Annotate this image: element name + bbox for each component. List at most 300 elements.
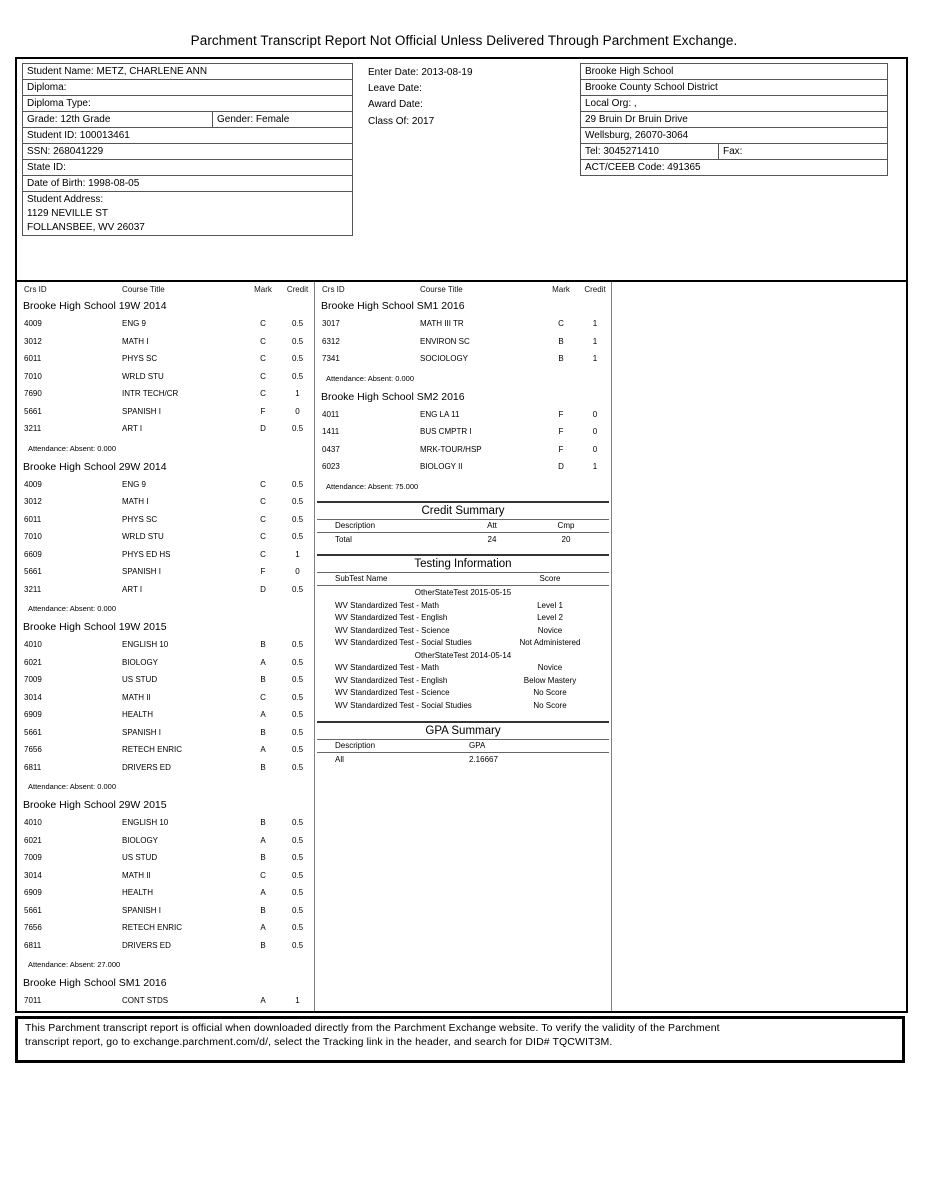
course-title-cell: RETECH ENRIC — [122, 923, 183, 933]
crs-id-cell: 7011 — [24, 996, 42, 1006]
crs-id-header: Crs ID — [322, 284, 345, 294]
mark-cell: F — [260, 406, 266, 416]
credit-cell: 1 — [295, 996, 300, 1006]
mark-cell: B — [260, 818, 266, 828]
course-title-cell: MATH II — [122, 870, 151, 880]
course-row — [17, 654, 314, 672]
date-of-birth-field: Date of Birth: 1998-08-05 — [22, 175, 353, 192]
mark-cell: C — [260, 479, 266, 489]
gender-field: Gender: Female — [212, 111, 353, 128]
credit-cell: 1 — [592, 336, 598, 346]
course-title-cell: MATH III TR — [420, 319, 464, 329]
course-row — [17, 884, 314, 902]
credit-cell: 0.5 — [291, 675, 304, 685]
credit-cell: 0.5 — [291, 532, 304, 542]
crs-id-cell: 3012 — [24, 497, 42, 507]
course-row — [315, 350, 611, 368]
course-row — [17, 315, 314, 333]
mark-cell: B — [558, 336, 564, 346]
crs-id-cell: 6811 — [24, 762, 42, 772]
mark-cell: D — [260, 424, 266, 434]
credit-cell: 0.5 — [291, 853, 304, 863]
course-column-headers — [17, 282, 314, 296]
course-row — [17, 867, 314, 885]
credit-cell: 0.5 — [291, 424, 304, 434]
course-title-cell: PHYS ED HS — [122, 549, 171, 559]
student-address-field — [22, 191, 353, 236]
credit-cell: 0.5 — [291, 514, 304, 524]
course-title-cell: ART I — [122, 424, 143, 434]
mark-cell: B — [260, 640, 266, 650]
crs-id-cell: 6811 — [24, 940, 42, 950]
testing-header-row — [315, 573, 611, 585]
credit-cell: 0.5 — [291, 692, 304, 702]
credit-cell: 0.5 — [291, 336, 304, 346]
attendance-note: Attendance: Absent: 0.000 — [28, 782, 116, 791]
school-info-panel — [580, 63, 888, 176]
credit-summary-header-row — [315, 520, 611, 532]
crs-id-cell: 5661 — [24, 406, 42, 416]
mark-header: Mark — [254, 284, 272, 294]
credit-cell: 1 — [592, 319, 598, 329]
crs-id-cell: 3017 — [322, 319, 340, 329]
course-title-cell: ENG 9 — [122, 319, 147, 329]
gpa-row-label: All — [335, 755, 344, 764]
crs-id-cell: 4011 — [322, 409, 340, 419]
mark-cell: C — [260, 319, 266, 329]
footer-disclaimer — [15, 1016, 905, 1063]
credit-cell: 0.5 — [291, 371, 304, 381]
mark-header: Mark — [552, 284, 570, 294]
course-title-cell: HEALTH — [122, 888, 153, 898]
course-row — [17, 350, 314, 368]
crs-id-cell: 7656 — [24, 923, 42, 933]
mark-cell: A — [260, 923, 266, 933]
score-cell: Below Mastery — [523, 675, 577, 685]
enter-date: Enter Date: 2013-08-19 — [368, 67, 473, 78]
course-title-cell: ENG LA 11 — [420, 409, 460, 419]
crs-id-cell: 7009 — [24, 675, 42, 685]
credit-cell: 0.5 — [291, 319, 304, 329]
course-row — [17, 849, 314, 867]
crs-id-cell: 7009 — [24, 853, 42, 863]
tel-fax-row — [580, 143, 888, 160]
credit-header: Credit — [286, 284, 309, 294]
subtest-name-cell: WV Standardized Test - English — [335, 613, 448, 622]
credit-cell: 0.5 — [291, 479, 304, 489]
crs-id-cell: 0437 — [322, 444, 340, 454]
course-row — [17, 493, 314, 511]
mark-cell: B — [260, 940, 266, 950]
course-title-cell: WRLD STU — [122, 371, 164, 381]
gpa-header-row — [315, 740, 611, 752]
act-ceeb-field: ACT/CEEB Code: 491365 — [580, 159, 888, 176]
course-title-cell: CONT STDS — [122, 996, 169, 1006]
course-title-cell: US STUD — [122, 675, 158, 685]
left-terms-list — [17, 296, 314, 1010]
mark-cell: B — [558, 354, 564, 364]
description-header: Description — [335, 741, 376, 750]
attendance-note: Attendance: Absent: 0.000 — [326, 373, 414, 383]
course-title-cell: ART I — [122, 584, 143, 594]
credit-header: Credit — [584, 284, 606, 294]
transcript-body — [15, 57, 908, 1013]
course-row — [17, 636, 314, 654]
mark-cell: A — [260, 835, 266, 845]
tel-field: Tel: 3045271410 — [580, 143, 719, 160]
course-row — [315, 441, 611, 459]
course-title-cell: WRLD STU — [122, 532, 164, 542]
course-title-cell: DRIVERS ED — [122, 762, 171, 772]
subtest-name-cell: WV Standardized Test - English — [335, 675, 448, 685]
credit-cell: 0 — [592, 409, 598, 419]
credit-cell: 1 — [295, 549, 300, 559]
testing-row — [315, 686, 611, 699]
footer-line-2: transcript report, go to exchange.parchment.com/d/, select the Tracking link in the header, and search for DID# TQCWIT3M. — [25, 1035, 613, 1048]
crs-id-cell: 3012 — [24, 336, 42, 346]
school-city-field: Wellsburg, 26070-3064 — [580, 127, 888, 144]
credit-total-label: Total — [335, 534, 352, 544]
credit-cell: 0.5 — [291, 745, 304, 755]
mark-cell: C — [260, 549, 266, 559]
course-title-cell: HEALTH — [122, 710, 153, 720]
course-title-cell: PHYS SC — [122, 354, 158, 364]
course-row — [17, 919, 314, 937]
credit-att-value: 24 — [487, 534, 497, 544]
mark-cell: C — [260, 389, 266, 399]
credit-summary-title: Credit Summary — [421, 504, 505, 517]
course-row — [17, 832, 314, 850]
credit-cell: 0 — [592, 427, 598, 437]
course-row — [17, 937, 314, 955]
mark-cell: B — [260, 727, 266, 737]
score-cell: Not Administered — [519, 638, 581, 647]
course-row — [17, 741, 314, 759]
course-title-cell: MATH I — [122, 336, 149, 346]
crs-id-cell: 1411 — [322, 427, 340, 437]
right-terms-list — [315, 296, 611, 495]
course-row — [17, 724, 314, 742]
grade-gender-row — [22, 111, 353, 128]
course-row — [17, 563, 314, 581]
header-info-section — [17, 59, 906, 280]
course-row — [17, 902, 314, 920]
credit-cell: 0.5 — [291, 762, 304, 772]
mark-cell: A — [260, 996, 266, 1006]
testing-row — [315, 599, 611, 612]
school-street-field: 29 Bruin Dr Bruin Drive — [580, 111, 888, 128]
school-name-field: Brooke High School — [580, 63, 888, 80]
credit-summary-block — [315, 501, 611, 546]
attendance-note: Attendance: Absent: 75.000 — [326, 481, 419, 491]
term-header: Brooke High School 19W 2014 — [23, 300, 167, 312]
crs-id-cell: 5661 — [24, 727, 42, 737]
course-title-cell: MATH I — [122, 497, 149, 507]
crs-id-cell: 6021 — [24, 835, 42, 845]
cmp-header: Cmp — [557, 520, 575, 530]
course-title-cell: SPANISH I — [122, 727, 161, 737]
score-header: Score — [539, 574, 561, 583]
local-org-field: Local Org: , — [580, 95, 888, 112]
mark-cell: C — [558, 319, 564, 329]
fax-field: Fax: — [718, 143, 888, 160]
crs-id-cell: 4010 — [24, 818, 42, 828]
course-title-cell: BIOLOGY — [122, 835, 159, 845]
course-title-cell: ENGLISH 10 — [122, 640, 169, 650]
crs-id-cell: 6023 — [322, 462, 340, 472]
term-header: Brooke High School SM1 2016 — [23, 977, 167, 989]
gpa-header: GPA — [469, 741, 486, 750]
course-row — [315, 458, 611, 476]
score-cell: Level 2 — [537, 613, 563, 622]
mark-cell: C — [260, 870, 266, 880]
course-row — [17, 368, 314, 386]
page-title: Parchment Transcript Report Not Official Unless Delivered Through Parchment Exchange. — [190, 33, 738, 48]
mark-cell: F — [558, 444, 564, 454]
gpa-summary-title: GPA Summary — [425, 725, 501, 737]
credit-cell: 0 — [592, 444, 598, 454]
testing-row — [315, 661, 611, 674]
credit-cell: 0.5 — [291, 497, 304, 507]
testing-information-block — [315, 554, 611, 711]
mark-cell: B — [260, 905, 266, 915]
crs-id-cell: 6312 — [322, 336, 340, 346]
course-column-headers — [315, 282, 611, 296]
crs-id-cell: 6909 — [24, 710, 42, 720]
crs-id-cell: 4010 — [24, 640, 42, 650]
subtest-name-cell: WV Standardized Test - Social Studies — [335, 700, 472, 710]
subtest-name-cell: WV Standardized Test - Science — [335, 688, 450, 697]
course-title-cell: MATH II — [122, 692, 151, 702]
subtest-name-cell: WV Standardized Test - Social Studies — [335, 638, 472, 647]
crs-id-cell: 7010 — [24, 532, 42, 542]
credit-cell: 0.5 — [291, 657, 304, 667]
mark-cell: C — [260, 514, 266, 524]
crs-id-cell: 6011 — [24, 354, 42, 364]
credit-cell: 0.5 — [291, 640, 304, 650]
crs-id-cell: 7690 — [24, 389, 42, 399]
course-title-cell: SPANISH I — [122, 567, 161, 577]
course-row — [315, 315, 611, 333]
student-address-line2: FOLLANSBEE, WV 26037 — [27, 222, 145, 233]
mark-cell: C — [260, 532, 266, 542]
course-grid-section — [17, 280, 906, 1011]
gpa-all-row — [315, 753, 611, 766]
course-title-cell: ENVIRON SC — [420, 336, 470, 346]
enrollment-dates-panel — [368, 65, 473, 130]
term-header: Brooke High School SM1 2016 — [321, 300, 465, 312]
attendance-note: Attendance: Absent: 27.000 — [28, 960, 121, 969]
testing-row — [315, 636, 611, 649]
course-title-cell: RETECH ENRIC — [122, 745, 183, 755]
course-title-cell: ENGLISH 10 — [122, 818, 169, 828]
mark-cell: D — [558, 462, 564, 472]
mark-cell: B — [260, 853, 266, 863]
student-id-field: Student ID: 100013461 — [22, 127, 353, 144]
crs-id-cell: 6909 — [24, 888, 42, 898]
crs-id-cell: 7010 — [24, 371, 42, 381]
mark-cell: A — [260, 710, 266, 720]
course-title-cell: SPANISH I — [122, 406, 161, 416]
mark-cell: F — [558, 427, 564, 437]
course-row — [315, 333, 611, 351]
course-row — [17, 476, 314, 494]
course-row — [17, 992, 314, 1010]
testing-group-header: OtherStateTest 2014-05-14 — [414, 650, 512, 660]
course-row — [17, 528, 314, 546]
course-title-cell: INTR TECH/CR — [122, 389, 179, 399]
diploma-type-field: Diploma Type: — [22, 95, 353, 112]
course-row — [17, 706, 314, 724]
empty-grid-column — [612, 282, 906, 1011]
crs-id-cell: 7656 — [24, 745, 42, 755]
credit-cell: 1 — [592, 354, 598, 364]
course-row — [17, 385, 314, 403]
testing-row — [315, 624, 611, 637]
subtest-name-cell: WV Standardized Test - Science — [335, 625, 450, 635]
course-title-cell: BIOLOGY — [122, 657, 159, 667]
term-header: Brooke High School SM2 2016 — [321, 390, 465, 403]
credit-cell: 1 — [295, 389, 300, 399]
term-header: Brooke High School 29W 2015 — [23, 799, 167, 811]
student-name-field: Student Name: METZ, CHARLENE ANN — [22, 63, 353, 80]
diploma-field: Diploma: — [22, 79, 353, 96]
course-title-cell: BUS CMPTR I — [420, 427, 472, 437]
mark-cell: D — [260, 584, 266, 594]
grade-field: Grade: 12th Grade — [22, 111, 213, 128]
course-row — [17, 420, 314, 438]
gpa-row-value: 2.16667 — [469, 755, 498, 764]
testing-information-title: Testing Information — [414, 558, 512, 570]
crs-id-cell: 6609 — [24, 549, 42, 559]
score-cell: No Score — [533, 700, 567, 710]
course-title-cell: PHYS SC — [122, 514, 158, 524]
crs-id-cell: 6021 — [24, 657, 42, 667]
score-cell: Novice — [537, 625, 563, 635]
credit-cell: 0.5 — [291, 584, 304, 594]
course-title-cell: ENG 9 — [122, 479, 147, 489]
crs-id-cell: 4009 — [24, 479, 42, 489]
crs-id-cell: 5661 — [24, 905, 42, 915]
credit-summary-total-row — [315, 533, 611, 546]
mark-cell: C — [260, 692, 266, 702]
subtest-name-cell: WV Standardized Test - Math — [335, 663, 439, 672]
mark-cell: B — [260, 675, 266, 685]
course-row — [17, 759, 314, 777]
credit-cell: 0.5 — [291, 870, 304, 880]
student-info-panel — [22, 63, 353, 236]
mark-cell: C — [260, 371, 266, 381]
score-cell: Level 1 — [537, 600, 563, 610]
description-header: Description — [335, 520, 376, 530]
crs-id-cell: 6011 — [24, 514, 42, 524]
mark-cell: F — [558, 409, 564, 419]
term-header: Brooke High School 29W 2014 — [23, 460, 167, 473]
course-title-header: Course Title — [420, 284, 463, 294]
credit-cmp-value: 20 — [561, 534, 571, 544]
award-date: Award Date: — [368, 99, 423, 111]
mark-cell: A — [260, 888, 266, 898]
credit-cell: 0.5 — [291, 710, 304, 720]
crs-id-cell: 3014 — [24, 870, 42, 880]
course-row — [17, 333, 314, 351]
crs-id-cell: 4009 — [24, 319, 42, 329]
ssn-field: SSN: 268041229 — [22, 143, 353, 160]
mark-cell: B — [260, 762, 266, 772]
att-header: Att — [487, 520, 497, 530]
credit-cell: 0.5 — [291, 835, 304, 845]
testing-row — [315, 611, 611, 624]
class-of: Class Of: 2017 — [368, 115, 435, 127]
subtest-name-header: SubTest Name — [335, 574, 388, 583]
crs-id-cell: 3211 — [24, 584, 42, 594]
student-address-line1: 1129 NEVILLE ST — [27, 208, 108, 219]
student-address-label: Student Address: — [27, 194, 104, 205]
crs-id-cell: 3014 — [24, 692, 42, 702]
course-row — [315, 406, 611, 424]
credit-cell: 0.5 — [291, 888, 304, 898]
gpa-summary-block — [315, 721, 611, 766]
testing-row — [315, 674, 611, 687]
term-header: Brooke High School 19W 2015 — [23, 621, 167, 633]
testing-groups-list — [315, 586, 611, 711]
course-row — [17, 511, 314, 529]
leave-date: Leave Date: — [368, 83, 422, 95]
school-district-field: Brooke County School District — [580, 79, 888, 96]
credit-cell: 1 — [592, 462, 598, 472]
state-id-field: State ID: — [22, 159, 353, 176]
subtest-name-cell: WV Standardized Test - Math — [335, 600, 439, 610]
course-row — [17, 814, 314, 832]
score-cell: No Score — [533, 688, 567, 697]
mark-cell: F — [260, 567, 266, 577]
course-row — [17, 689, 314, 707]
course-title-cell: MRK-TOUR/HSP — [420, 444, 482, 454]
mark-cell: A — [260, 745, 266, 755]
mark-cell: A — [260, 657, 266, 667]
course-row — [17, 546, 314, 564]
course-row — [17, 581, 314, 599]
course-title-cell: US STUD — [122, 853, 158, 863]
credit-cell: 0.5 — [291, 923, 304, 933]
crs-id-cell: 7341 — [322, 354, 340, 364]
credit-cell: 0.5 — [291, 818, 304, 828]
attendance-note: Attendance: Absent: 0.000 — [28, 443, 116, 453]
mark-cell: C — [260, 354, 266, 364]
testing-group-header: OtherStateTest 2015-05-15 — [414, 588, 512, 597]
course-title-cell: SPANISH I — [122, 905, 161, 915]
attendance-note: Attendance: Absent: 0.000 — [28, 604, 116, 613]
course-title-cell: DRIVERS ED — [122, 940, 171, 950]
credit-cell: 0.5 — [291, 727, 304, 737]
credit-cell: 0.5 — [291, 354, 304, 364]
right-course-column — [315, 282, 612, 1011]
mark-cell: C — [260, 497, 266, 507]
course-row — [17, 403, 314, 421]
footer-line-1: This Parchment transcript report is official when downloaded directly from the Parchment Exchange website. To verify the validity of the Parchment — [25, 1022, 720, 1034]
credit-cell: 0.5 — [291, 905, 304, 915]
credit-cell: 0.5 — [291, 940, 304, 950]
course-title-header: Course Title — [122, 284, 165, 294]
testing-row — [315, 699, 611, 712]
credit-cell: 0 — [295, 406, 300, 416]
crs-id-header: Crs ID — [24, 284, 47, 294]
credit-cell: 0 — [295, 567, 300, 577]
left-course-column — [17, 282, 315, 1011]
crs-id-cell: 3211 — [24, 424, 42, 434]
crs-id-cell: 5661 — [24, 567, 42, 577]
course-title-cell: SOCIOLOGY — [420, 354, 469, 364]
